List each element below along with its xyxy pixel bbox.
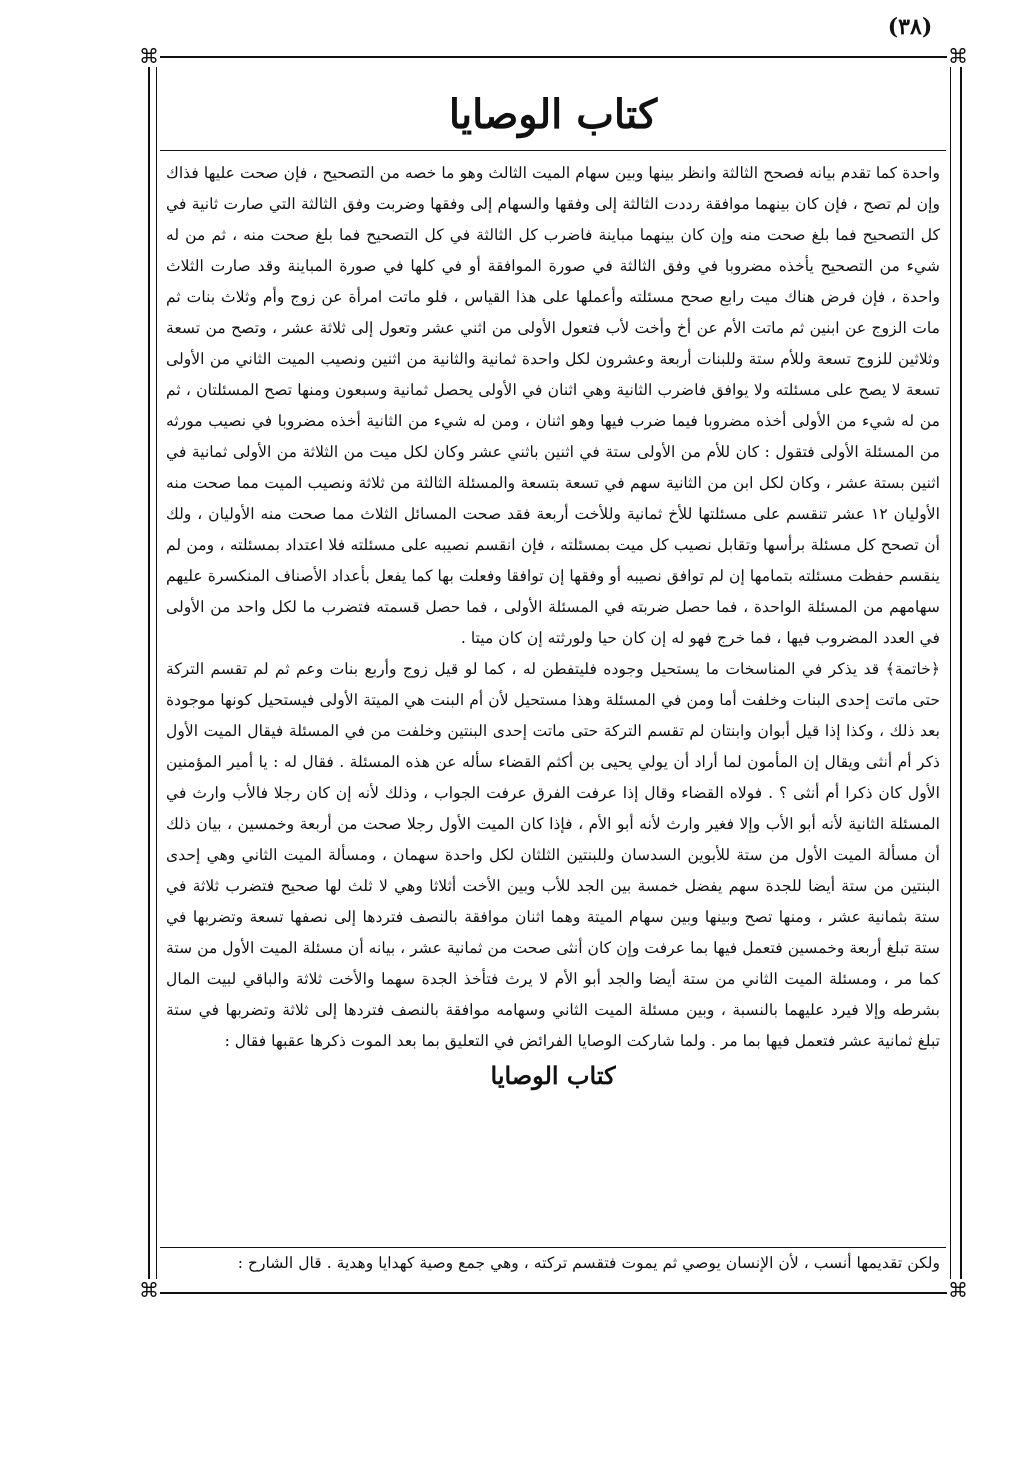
- title-divider: [160, 150, 946, 151]
- paragraph-main: واحدة كما تقدم بيانه فصحح الثالثة وانظر بينها وبين سهام الميت الثالث وهو ما خصه من التصحيح ، فإن صحت عليها فذاك وإن لم تصح ، فإن كان بينهما موافقة رددت الثالثة إلى وفقها والسهام إلى وفقها وضربت وفق الثالثة التي صارت ثانية في كل التصحيح فما بلغ صحت منه وإن كان بينهما مباينة فاضرب كل الثالثة في كل التصحيح فما بلغ صحت منه ، ثم من له شيء من التصحيح يأخذه مضروبا في وفق الثالثة في صورة الموافقة أو في كلها في صورة المباينة وقد صارت الثلاث واحدة ، فإن فرض هناك ميت رابع صحح مسئلته وأعملها على هذا القياس ، فلو ماتت امرأة عن زوج وأم وثلاث بنات ثم مات الزوج عن ابنين ثم ماتت الأم عن أخ وأخت لأب فتعول الأولى من اثني عشر وتعول إلى ثلاثة عشر ، وتصح من تسعة وثلاثين للزوج تسعة وللأم ستة وللبنات أربعة وعشرون لكل واحدة ثمانية والثانية من اثنين ونصيب الميت الثاني من الأولى تسعة لا يصح على مسئلته ولا يوافق فاضرب الثانية وهي اثنان في الأولى يحصل ثمانية وسبعون ومنها تصح المسئلتان ، ثم من له شيء من الأولى أخذه مضروبا فيما ضرب فيها وهو اثنان ، ومن له شيء من الثانية أخذه مضروبا في نصيب مورثه من المسئلة الأولى فتقول : كان للأم من الأولى ستة في اثنين باثني عشر وكان لكل ميت من الثلاثة من الأولى ثمانية في اثنين بستة عشر ، وكان لكل ابن من الثانية سهم في تسعة بتسعة والمسئلة الثالثة من ثلاثة ونصيب الميت مما صحت منه الأوليان ١٢ عشر تنقسم على مسئلتها للأخ ثمانية وللأخت أربعة فقد صحت المسائل الثلاث مما صحت منه الأوليان ، ولك أن تصحح كل مسئلة برأسها وتقابل نصيب كل ميت بمسئلته ، فإن انقسم نصيبه على مسئلته فلا اعتداد بمسئلته ، ومن لم ينقسم حفظت مسئلته بتمامها إن لم توافق نصيبه أو وفقها إن توافقا وفعلت بها كما يفعل بأعداد الأصناف المنكسرة عليهم سهامهم من المسئلة الواحدة ، فما حصل ضربته في المسئلة الأولى ، فما حصل قسمته فتضرب ما لكل واحد من الأولى في العدد المضروب فيها ، فما خرج فهو له إن كان حيا ولورثته إن كان ميتا .: [166, 164, 940, 647]
- corner-ornament-icon: ⌘: [139, 44, 159, 68]
- corner-ornament-icon: ⌘: [948, 1278, 968, 1302]
- frame-inner-rule-right: [950, 64, 951, 1282]
- corner-ornament-icon: ⌘: [948, 44, 968, 68]
- paragraph-khatima: ﴿خاتمة﴾ قد يذكر في المناسخات ما يستحيل وجوده فليتفطن له ، كما لو قيل زوج وأربع بنات وعم ثم لم تقسم التركة حتى ماتت إحدى البنات وخلفت أما ومن في المسئلة وهذا مستحيل لأن أم البنت هي الميتة الأولى فيستحيل كونها موجودة بعد ذلك ، وكذا إذا قيل أبوان وابنتان لم تقسم التركة حتى ماتت إحدى البنتين وخلفت من في المسئلة فيقال الميت الأول ذكر أم أنثى ويقال إن المأمون لما أراد أن يولي يحيى بن أكثم القضاء سأله عن هذه المسئلة . فقال له : يا أمير المؤمنين الأول كان ذكرا أم أنثى ؟ . فولاه القضاء وقال إذا عرفت الفرق عرفت الجواب ، وذلك لأنه إن كان رجلا فالأب وارث في المسئلة الثانية لأنه أبو الأب وإلا فغير وارث لأنه أبو الأم ، فإذا كان الميت الأول رجلا صحت من أربعة وخمسين ، بيان ذلك أن مسألة الميت الأول من ستة للأبوين السدسان وللبنتين الثلثان لكل واحدة سهمان ، ومسألة الميت الثاني وهي إحدى البنتين من ستة أيضا للجدة سهم يفضل خمسة بين الجد للأب وبين الأخت أثلاثا وهي لا ثلث لها صحيح فتضرب ثلاثة في ستة بثمانية عشر ، ومنها تصح وبينها وبين سهام الميتة وهما اثنان موافقة بالنصف فتردها إلى نصفها تسعة وتضربها في ستة تبلغ أربعة وخمسين فتعمل فيها بما عرفت وإن كان أنثى صحت من ثمانية عشر ، بيانه أن مسئلة الميت الأول من ستة كما مر ، ومسئلة الميت الثاني من ستة أيضا والجد أبو الأم لا يرث فتأخذ الجدة سهما والأخت ثلاثة والباقي لبيت المال بشرطه وإلا فيرد عليهما بالنسبة ، وبين مسئلة الميت الثاني وسهامه موافقة بالنصف فتردها إلى ثلاثة وتضربها في ستة تبلغ ثمانية عشر فتعمل فيها بما مر . ولما شاركت الوصايا الفرائض في التعليق بما بعد الموت ذكرها عقبها فقال :: [166, 660, 941, 1050]
- section-heading: كتاب الوصايا: [490, 1061, 616, 1090]
- footer-divider: [160, 1247, 946, 1248]
- frame-inner-rule-left: [156, 64, 157, 1282]
- page-number: (٣٨): [887, 14, 933, 40]
- closing-line: ولكن تقديمها أنسب ، لأن الإنسان يوصي ثم يموت فتقسم تركته ، وهي جمع وصية كهدايا وهدية . قال الشارح :: [237, 1254, 940, 1272]
- corner-ornament-icon: ⌘: [139, 1278, 159, 1302]
- page-title: كتاب الوصايا: [448, 91, 658, 138]
- body-text: [166, 158, 940, 1095]
